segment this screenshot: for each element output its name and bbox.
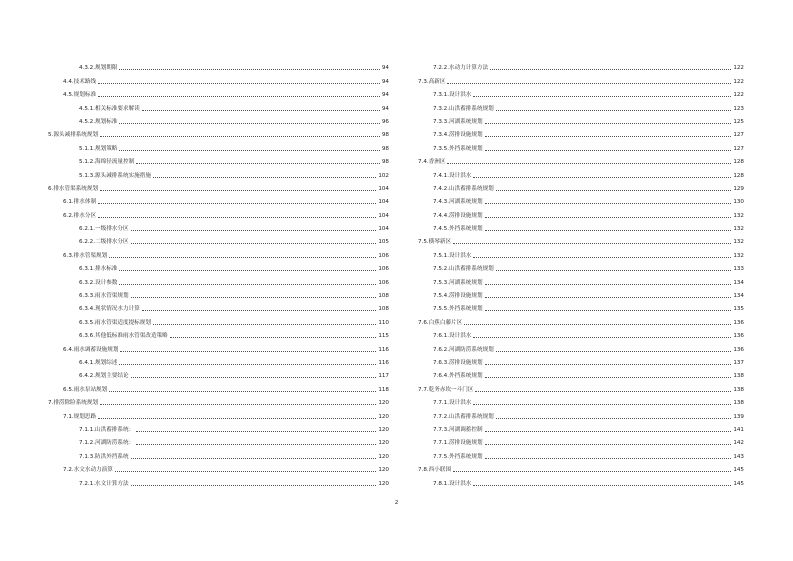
toc-entry-page: 104 [378,199,389,206]
toc-entry-title: 7.4.1.设计洪水 [433,172,472,179]
dot-leader [142,309,377,311]
toc-entry[interactable] [418,366,744,379]
toc-entry[interactable] [48,366,389,379]
dot-leader [485,430,732,432]
toc-entry-title: 6.4.2.规划主要结论 [79,373,129,380]
toc-entry[interactable] [418,460,744,473]
dot-leader [119,363,376,365]
toc-entry[interactable] [48,58,389,71]
toc-entry-title: 6.3.1.排水标准 [79,266,118,273]
toc-entry[interactable] [418,85,744,98]
toc-entry-title: 6.2.2.二级排水分区 [79,239,129,246]
dot-leader [453,242,731,244]
toc-entry-page: 116 [378,359,389,366]
toc-left-column [48,58,389,487]
toc-entry[interactable] [48,245,389,258]
toc-entry[interactable] [48,393,389,406]
toc-entry-page: 141 [733,426,744,433]
toc-entry[interactable] [48,112,389,125]
toc-entry-page: 94 [381,65,389,72]
dot-leader [485,376,732,378]
dot-leader [485,363,732,365]
dot-leader [464,323,731,325]
toc-entry-page: 106 [378,266,389,273]
dot-leader [447,162,731,164]
dot-leader [475,390,731,392]
toc-entry-title: 6.4.雨水调蓄设施规划 [63,346,119,353]
toc-entry-page: 120 [378,440,389,447]
toc-entry-page: 129 [733,185,744,192]
toc-entry-page: 116 [378,346,389,353]
toc-entry[interactable] [48,85,389,98]
toc-entry-title: 7.3.1.设计洪水 [433,92,472,99]
toc-entry-page: 120 [378,480,389,487]
toc-entry-title: 7.4.5.外挡系统规划 [433,226,483,233]
toc-entry[interactable] [418,353,744,366]
dot-leader [473,176,731,178]
dot-leader [131,242,377,244]
toc-entry-title: 6.3.3.雨水管渠规划 [79,293,129,300]
toc-entry-title: 7.6.2.河湖防涝系统规划 [433,346,494,353]
toc-entry-page: 104 [378,212,389,219]
toc-entry-title: 4.5.1.相关标准要求解读 [79,105,140,112]
toc-entry-title: 7.5.2.山洪蓄排系统规划 [433,266,494,273]
toc-entry[interactable] [48,379,389,392]
toc-entry-title: 6.3.5.雨水管渠适度提标规划 [79,319,151,326]
dot-leader [131,376,377,378]
toc-right-column [418,58,744,487]
toc-entry-page: 132 [733,212,744,219]
toc-entry-title: 7.3.2.山洪蓄排系统规划 [433,105,494,112]
toc-entry-title: 7.7.2.山洪蓄排系统规划 [433,413,494,420]
toc-entry-title: 7.6.3.涝排设施规划 [433,359,483,366]
toc-entry-title: 7.5.1.设计洪水 [433,252,472,259]
toc-entry[interactable] [418,393,744,406]
toc-entry-page: 110 [378,319,389,326]
toc-entry[interactable] [418,112,744,125]
dot-leader [485,229,732,231]
toc-entry-page: 122 [733,92,744,99]
toc-entry-title: 6.3.4.现状情况水力计算 [79,306,140,313]
dot-leader [496,350,732,352]
toc-entry-title: 6.4.1.规划综述 [79,359,118,366]
toc-entry[interactable] [48,460,389,473]
dot-leader [119,149,379,151]
dot-leader [485,149,732,151]
toc-entry-page: 138 [733,386,744,393]
toc-entry-title: 7.6.4.外挡系统规划 [433,373,483,380]
toc-entry-title: 7.7.乾务赤坎一斗门区 [418,386,474,393]
dot-leader [485,283,732,285]
toc-entry-page: 120 [378,400,389,407]
toc-entry-title: 7.4.4.涝排设施规划 [433,212,483,219]
toc-entry-page: 137 [733,359,744,366]
toc-entry-title: 7.7.3.河湖调蓄控制 [433,426,483,433]
toc-entry-page: 136 [733,346,744,353]
toc-entry-title: 5.1.2.海绵径流量控制 [79,159,135,166]
dot-leader [170,336,377,338]
toc-entry-page: 132 [733,226,744,233]
dot-leader [115,470,376,472]
dot-leader [100,403,376,405]
dot-leader [485,443,732,445]
toc-entry[interactable] [418,299,744,312]
toc-entry-page: 98 [381,132,389,139]
toc-entry-page: 108 [378,306,389,313]
toc-entry-page: 136 [733,319,744,326]
toc-entry-page: 98 [381,159,389,166]
toc-entry[interactable] [48,353,389,366]
toc-entry[interactable] [418,379,744,392]
toc-entry-title: 7.6.1.设计洪水 [433,333,472,340]
toc-entry-page: 145 [733,480,744,487]
toc-entry[interactable] [418,326,744,339]
toc-entry-page: 120 [378,413,389,420]
toc-entry[interactable] [48,179,389,192]
toc-entry-title: 6.2.排水分区 [63,212,97,219]
toc-entry-page: 135 [733,306,744,313]
dot-leader [473,256,731,258]
dot-leader [119,269,376,271]
toc-entry-title: 4.3.2.规划期限 [79,65,118,72]
toc-entry-title: 4.4.技术路线 [63,78,97,85]
toc-entry-page: 143 [733,453,744,460]
dot-leader [100,135,380,137]
dot-leader [98,82,380,84]
toc-entry-title: 7.4.2.山洪蓄排系统规划 [433,185,494,192]
page-number: 2 [394,500,399,506]
toc-entry-page: 134 [733,279,744,286]
toc-entry[interactable] [418,232,744,245]
toc-entry[interactable] [48,138,389,151]
toc-entry-page: 94 [381,105,389,112]
dot-leader [496,109,732,111]
dot-leader [109,390,376,392]
dot-leader [119,68,379,70]
toc-entry-page: 105 [378,239,389,246]
toc-entry-page: 120 [378,453,389,460]
toc-entry[interactable] [48,192,389,205]
toc-entry-page: 130 [733,199,744,206]
toc-entry[interactable] [48,286,389,299]
toc-entry[interactable] [418,420,744,433]
toc-entry-title: 7.5.4.涝排设施规划 [433,293,483,300]
dot-leader [447,82,731,84]
toc-entry[interactable] [48,205,389,218]
toc-entry-title: 7.4.3.河湖系统规划 [433,199,483,206]
toc-entry-title: 7.1.1.山洪蓄排系统： [79,426,135,433]
dot-leader [473,95,731,97]
dot-leader [496,417,732,419]
dot-leader [136,162,380,164]
toc-entry-page: 122 [733,78,744,85]
toc-entry-title: 6.5.雨水泵站规划 [63,386,108,393]
toc-entry[interactable] [48,71,389,84]
toc-entry[interactable] [48,272,389,285]
toc-entry-title: 6.3.2.设计参数 [79,279,118,286]
toc-entry-title: 7.3.高新区 [418,78,446,85]
toc-entry[interactable] [48,312,389,325]
toc-entry-page: 122 [733,65,744,72]
toc-entry[interactable] [418,58,744,71]
toc-entry[interactable] [418,205,744,218]
dot-leader [100,189,376,191]
toc-entry[interactable] [48,406,389,419]
toc-entry-page: 142 [733,440,744,447]
toc-entry-page: 104 [378,226,389,233]
toc-entry-page: 115 [378,333,389,340]
dot-leader [120,350,376,352]
toc-entry[interactable] [418,446,744,459]
dot-leader [453,470,731,472]
dot-leader [131,296,377,298]
toc-entry-title: 7.2.2.水动力计算方法 [433,65,489,72]
toc-entry-title: 5.源头减排系统规划 [48,132,99,139]
toc-entry-page: 133 [733,266,744,273]
toc-entry[interactable] [418,165,744,178]
dot-leader [98,95,380,97]
dot-leader [131,457,377,459]
dot-leader [98,216,376,218]
toc-entry-title: 7.5.横琴新区 [418,239,452,246]
toc-entry-page: 138 [733,373,744,380]
toc-entry[interactable] [418,339,744,352]
toc-entry-page: 94 [381,92,389,99]
toc-entry-page: 118 [378,386,389,393]
toc-entry[interactable] [418,192,744,205]
toc-entry-title: 7.3.3.河湖系统规划 [433,118,483,125]
dot-leader [473,336,731,338]
toc-entry[interactable] [48,152,389,165]
dot-leader [473,403,731,405]
toc-entry-page: 98 [381,145,389,152]
toc-entry[interactable] [48,299,389,312]
toc-entry[interactable] [48,98,389,111]
toc-entry-page: 127 [733,145,744,152]
toc-entry-page: 120 [378,467,389,474]
toc-entry[interactable] [418,272,744,285]
dot-leader [485,296,732,298]
toc-entry-title: 7.排涝除险系统规划 [48,400,99,407]
toc-entry[interactable] [418,98,744,111]
toc-entry[interactable] [48,339,389,352]
toc-entry-page: 102 [378,172,389,179]
toc-entry[interactable] [418,286,744,299]
toc-entry[interactable] [418,219,744,232]
dot-leader [485,457,732,459]
dot-leader [496,189,732,191]
dot-leader [119,283,376,285]
toc-entry-title: 6.排水管渠系统规划 [48,185,99,192]
toc-entry-page: 145 [733,467,744,474]
toc-entry[interactable] [418,245,744,258]
toc-entry-page: 104 [378,185,389,192]
dot-leader [131,484,377,486]
toc-entry-title: 7.5.5.外挡系统规划 [433,306,483,313]
toc-entry[interactable] [48,446,389,459]
toc-entry-page: 120 [378,426,389,433]
toc-entry[interactable] [48,473,389,486]
dot-leader [473,484,731,486]
dot-leader [485,135,732,137]
toc-entry-title: 7.6.白蕉白藤片区 [418,319,463,326]
toc-entry[interactable] [418,138,744,151]
toc-entry-page: 127 [733,132,744,139]
toc-entry-title: 6.2.1.一级排水分区 [79,226,129,233]
toc-entry-title: 7.1.2.河湖防涝系统： [79,440,135,447]
dot-leader [131,229,377,231]
toc-entry-title: 7.4.香洲区 [418,159,446,166]
toc-entry-title: 7.2.1.水文计算方法 [79,480,129,487]
toc-entry[interactable] [48,259,389,272]
dot-leader [136,443,376,445]
toc-entry-title: 6.1.排水体制 [63,199,97,206]
dot-leader [98,417,376,419]
toc-entry-page: 138 [733,400,744,407]
toc-entry[interactable] [418,433,744,446]
toc-entry-page: 94 [381,78,389,85]
toc-entry-page: 106 [378,279,389,286]
toc-entry-title: 7.8.西小联围 [418,467,452,474]
toc-entry-title: 7.3.4.涝排设施规划 [433,132,483,139]
toc-entry-title: 7.3.5.外挡系统规划 [433,145,483,152]
toc-entry[interactable] [48,219,389,232]
toc-entry[interactable] [48,232,389,245]
toc-entry[interactable] [48,125,389,138]
toc-entry-title: 7.2.水文水动力演算 [63,467,113,474]
toc-entry-title: 7.8.1.设计洪水 [433,480,472,487]
toc-entry[interactable] [418,179,744,192]
toc-entry-title: 7.7.1.涝排设施规划 [433,440,483,447]
toc-entry-page: 117 [378,373,389,380]
dot-leader [496,269,732,271]
dot-leader [485,122,732,124]
toc-entry[interactable] [418,473,744,486]
toc-entry-title: 5.1.3.源头减排系统实施措施 [79,172,151,179]
toc-entry[interactable] [48,420,389,433]
toc-entry[interactable] [418,71,744,84]
dot-leader [485,216,732,218]
toc-entry[interactable] [418,152,744,165]
toc-entry-page: 123 [733,105,744,112]
toc-entry[interactable] [48,165,389,178]
toc-entry-title: 7.7.5.外挡系统规划 [433,453,483,460]
toc-entry-page: 132 [733,252,744,259]
toc-entry-title: 4.5.规划标准 [63,92,97,99]
toc-entry-page: 132 [733,239,744,246]
toc-entry-title: 7.1.3.防洪外挡系统 [79,453,129,460]
dot-leader [98,202,376,204]
toc-entry-page: 139 [733,413,744,420]
dot-leader [485,309,732,311]
toc-entry-page: 125 [733,118,744,125]
dot-leader [153,176,376,178]
toc-entry-page: 96 [381,118,389,125]
toc-entry[interactable] [418,406,744,419]
toc-entry-title: 4.5.2.规划标准 [79,118,118,125]
toc-entry[interactable] [48,433,389,446]
toc-entry-title: 6.3.6.其他低标准雨水管渠改造策略 [79,333,168,340]
dot-leader [490,68,731,70]
toc-entry[interactable] [418,125,744,138]
toc-entry-page: 128 [733,172,744,179]
toc-entry-page: 134 [733,293,744,300]
dot-leader [119,122,379,124]
toc-entry-title: 7.7.1.设计洪水 [433,400,472,407]
toc-entry[interactable] [418,312,744,325]
dot-leader [485,202,732,204]
dot-leader [136,430,376,432]
toc-entry-page: 108 [378,293,389,300]
toc-entry-title: 5.1.1.规划策略 [79,145,118,152]
toc-entry[interactable] [418,259,744,272]
toc-entry-page: 106 [378,252,389,259]
toc-entry[interactable] [48,326,389,339]
toc-entry-title: 7.5.3.河湖系统规划 [433,279,483,286]
toc-entry-title: 6.3.排水管渠规划 [63,252,108,259]
toc-entry-page: 136 [733,333,744,340]
dot-leader [109,256,376,258]
dot-leader [142,109,380,111]
dot-leader [153,323,376,325]
toc-entry-title: 7.1.规划思路 [63,413,97,420]
toc-entry-page: 128 [733,159,744,166]
